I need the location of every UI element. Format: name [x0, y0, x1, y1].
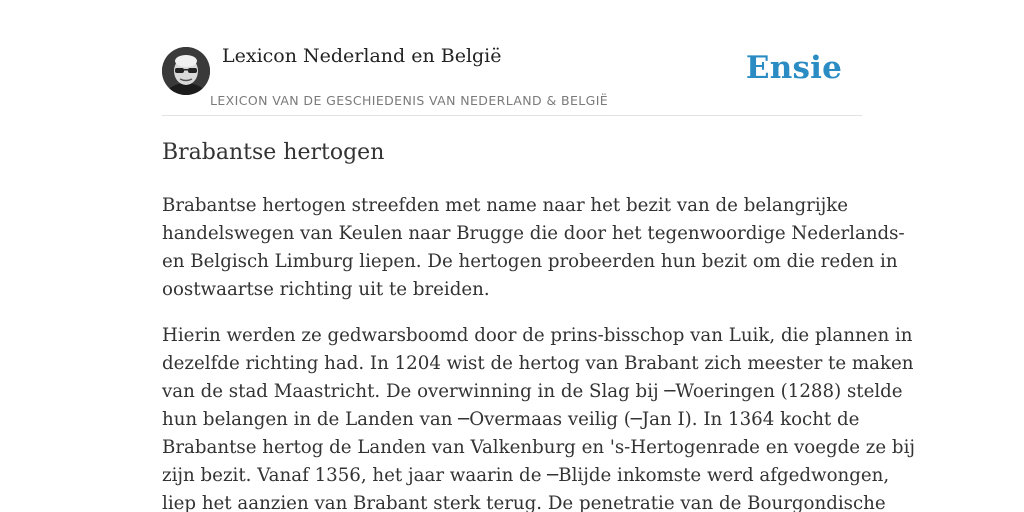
paragraph-line: dezelfde richting had. In 1204 wist de hertog van Brabant zich meester te maken [162, 353, 914, 374]
paragraph-line: Hierin werden ze gedwarsboomd door de prins-bisschop van Luik, die plannen in [162, 325, 913, 346]
paragraph-line: Brabantse hertog de Landen van Valkenburg en 's-Hertogenrade en voegde ze bij [162, 437, 916, 458]
article-paragraph [162, 192, 905, 304]
author-avatar[interactable] [162, 47, 210, 95]
paragraph-line: handelswegen van Keulen naar Brugge die door het tegenwoordige Nederlands- [162, 223, 905, 244]
paragraph-line: zijn bezit. Vanaf 1356, het jaar waarin de ─Blijde inkomste werd afgedwongen, [162, 465, 890, 486]
paragraph-line: liep het aanzien van Brabant sterk terug. De penetratie van de Bourgondische [162, 493, 886, 512]
site-header [162, 0, 862, 116]
content-container [162, 0, 916, 512]
paragraph-line: van de stad Maastricht. De overwinning in de Slag bij ─Woeringen (1288) stelde [162, 381, 903, 402]
avatar-portrait-icon [162, 47, 210, 95]
paragraph-line: Brabantse hertogen streefden met name naar het bezit van de belangrijke [162, 195, 849, 216]
article-body [162, 192, 916, 512]
article-paragraph [162, 322, 916, 512]
paragraph-line: oostwaartse richting uit te breiden. [162, 279, 490, 300]
site-name-link[interactable]: Lexicon Nederland en België [222, 45, 502, 67]
paragraph-line: en Belgisch Limburg liepen. De hertogen probeerden hun bezit om die reden in [162, 251, 898, 272]
ensie-logo-link[interactable]: Ensie [745, 50, 842, 86]
article-title: Brabantse hertogen [162, 140, 385, 165]
site-subtitle: LEXICON VAN DE GESCHIEDENIS VAN NEDERLAND & BELGIË [210, 93, 609, 108]
paragraph-line: hun belangen in de Landen van ─Overmaas veilig (─Jan I). In 1364 kocht de [162, 409, 860, 430]
